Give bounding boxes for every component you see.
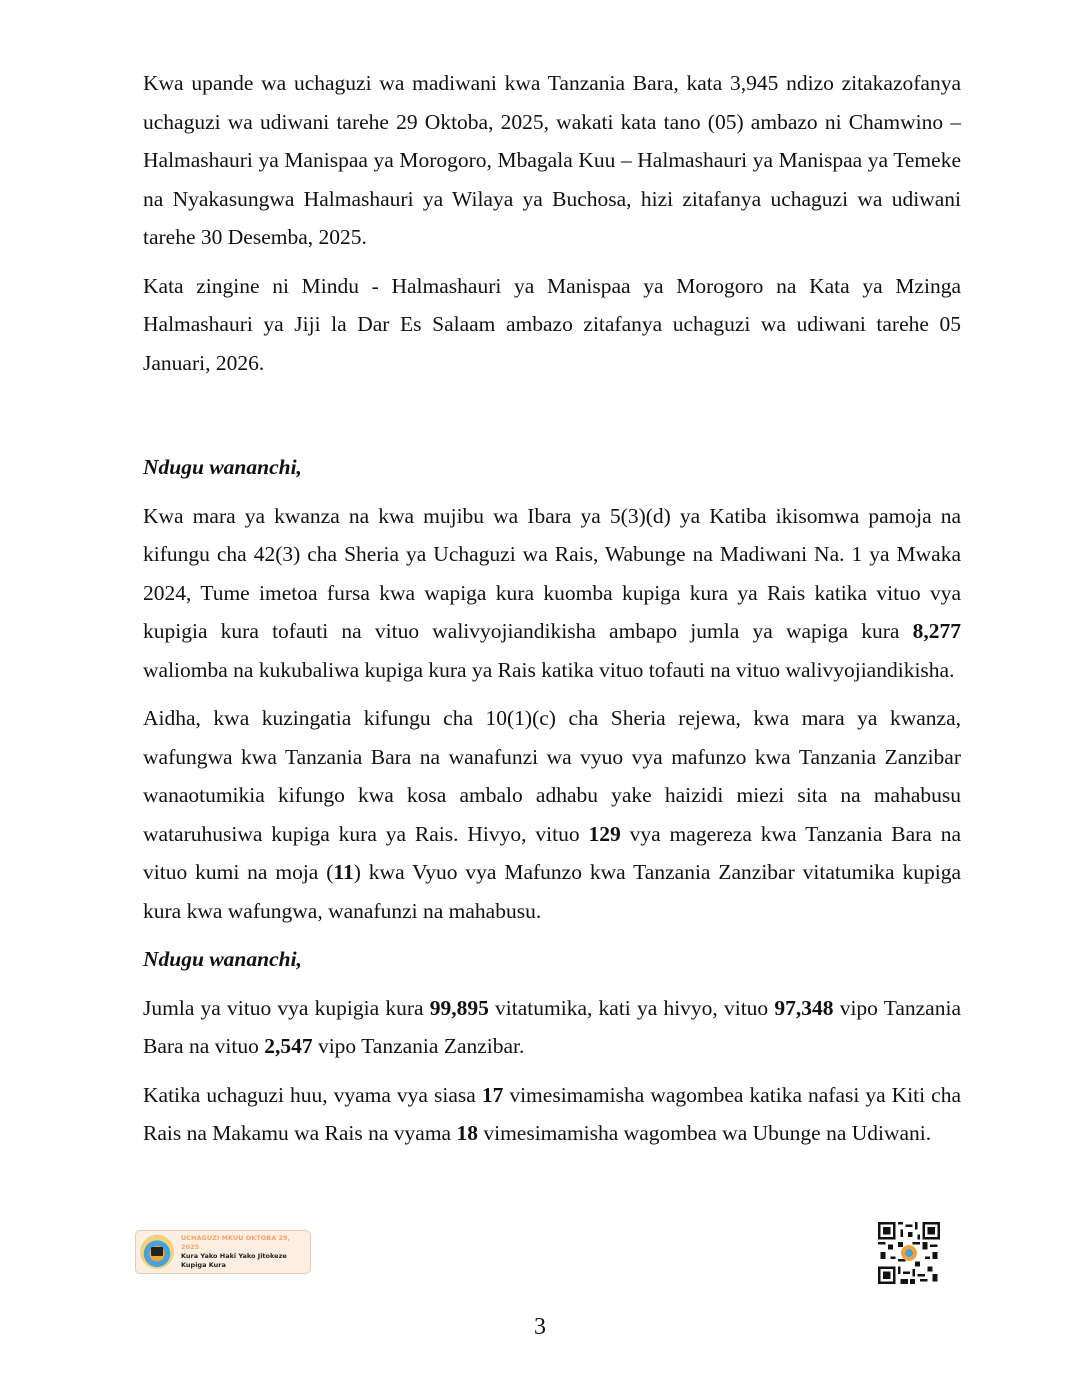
paragraph-text: Kwa mara ya kwanza na kwa mujibu wa Ibara ya 5(3)(d) ya Katiba ikisomwa pamoja na kifungu cha 42(3) cha Sheria ya Uchaguzi wa Rais, Wabunge na Madiwani Na. 1 ya Mwaka 2024, Tume imetoa fursa kwa wapiga kura kuomba kupiga kura ya Rais katika vituo vya kupigia kura tofauti na vituo walivyojiandikisha ambapo jumla ya wapiga kura (143, 503, 961, 643)
paragraph-text: vipo Tanzania Bara na vituo (143, 995, 961, 1058)
paragraph-text: ) kwa Vyuo vya Mafunzo kwa Tanzania Zanzibar vitatumika kupiga kura kwa wafungwa, wanafunzi na mahabusu. (143, 860, 961, 923)
paragraph-text: Jumla ya vituo vya kupigia kura (143, 995, 430, 1020)
paragraph-text: waliomba na kukubaliwa kupiga kura ya Rais katika vituo tofauti na vituo walivyojiandikisha. (143, 657, 955, 682)
body-paragraph (143, 64, 961, 257)
badge-slogan: Kura Yako Haki Yako Jitokeze (181, 1252, 287, 1260)
body-paragraph (143, 699, 961, 930)
paragraph-text: Aidha, kwa kuzingatia kifungu cha 10(1)(c) cha Sheria rejewa, kwa mara ya kwanza, wafungwa kwa Tanzania Bara na wanafunzi wa vyuo vya mafunzo kwa Tanzania Zanzibar wanaotumikia kifungo kwa kosa ambalo adhabu yake haizidi miezi sita na mahabusu wataruhusiwa kupiga kura ya Rais. Hivyo, vituo (143, 706, 961, 846)
highlighted-figure: 8,277 (912, 619, 961, 643)
badge-slogan-cont: Kupiga Kura (181, 1261, 226, 1269)
body-paragraph (143, 989, 961, 1066)
paragraph-text: vitatumika, kati ya hivyo, vituo (488, 995, 775, 1020)
election-slogan-badge (135, 1230, 311, 1274)
highlighted-figure: 11 (333, 860, 354, 884)
paragraph-text: vimesimamisha wagombea katika nafasi ya Kiti cha Rais na Makamu wa Rais na vyama (143, 1082, 961, 1145)
badge-text (181, 1234, 310, 1270)
body-paragraph (143, 1076, 961, 1153)
highlighted-figure: 2,547 (264, 1034, 313, 1058)
body-paragraph (143, 497, 961, 690)
paragraph-text: vimesimamisha wagombea wa Ubunge na Udiwani. (477, 1121, 932, 1145)
paragraph-text: Kwa upande wa uchaguzi wa madiwani kwa Tanzania Bara, kata 3,945 ndizo zitakazofanya uchaguzi wa udiwani tarehe 29 Oktoba, 2025, wakati kata tano (05) ambazo ni Chamwino – Halmashauri ya Manispaa ya Morogoro, Mbagala Kuu – Halmashauri ya Manispaa ya Temeke na Nyakasungwa Halmashauri ya Wilaya ya Buchosa, hizi zitafanya uchaguzi wa udiwani tarehe 30 Desemba, 2025. (143, 71, 961, 249)
paragraph-spacer (143, 392, 961, 448)
salutation: Ndugu wananchi, (143, 947, 302, 971)
page-number: 3 (534, 1314, 546, 1340)
paragraph-text: Katika uchaguzi huu, vyama vya siasa (143, 1082, 482, 1107)
highlighted-figure: 18 (456, 1121, 478, 1145)
qr-code-icon (878, 1222, 940, 1284)
paragraph-text: Kata zingine ni Mindu - Halmashauri ya Manispaa ya Morogoro na Kata ya Mzinga Halmashauri ya Jiji la Dar Es Salaam ambazo zitafanya uchaguzi wa udiwani tarehe 05 Januari, 2026. (143, 273, 961, 375)
salutation: Ndugu wananchi, (143, 455, 302, 479)
highlighted-figure: 17 (481, 1082, 504, 1107)
paragraph-text: vya magereza kwa Tanzania Bara na vituo kumi na moja ( (143, 821, 961, 884)
paragraph-text: vipo Tanzania Zanzibar. (312, 1034, 525, 1058)
document-body (143, 64, 961, 1163)
badge-title: UCHAGUZI MKUU OKTOBA 29, 2025 (181, 1234, 291, 1251)
body-paragraph (143, 267, 961, 383)
election-commission-emblem-icon (140, 1235, 174, 1269)
highlighted-figure: 97,348 (774, 995, 834, 1020)
highlighted-figure: 99,895 (429, 995, 489, 1020)
highlighted-figure: 129 (588, 821, 621, 846)
